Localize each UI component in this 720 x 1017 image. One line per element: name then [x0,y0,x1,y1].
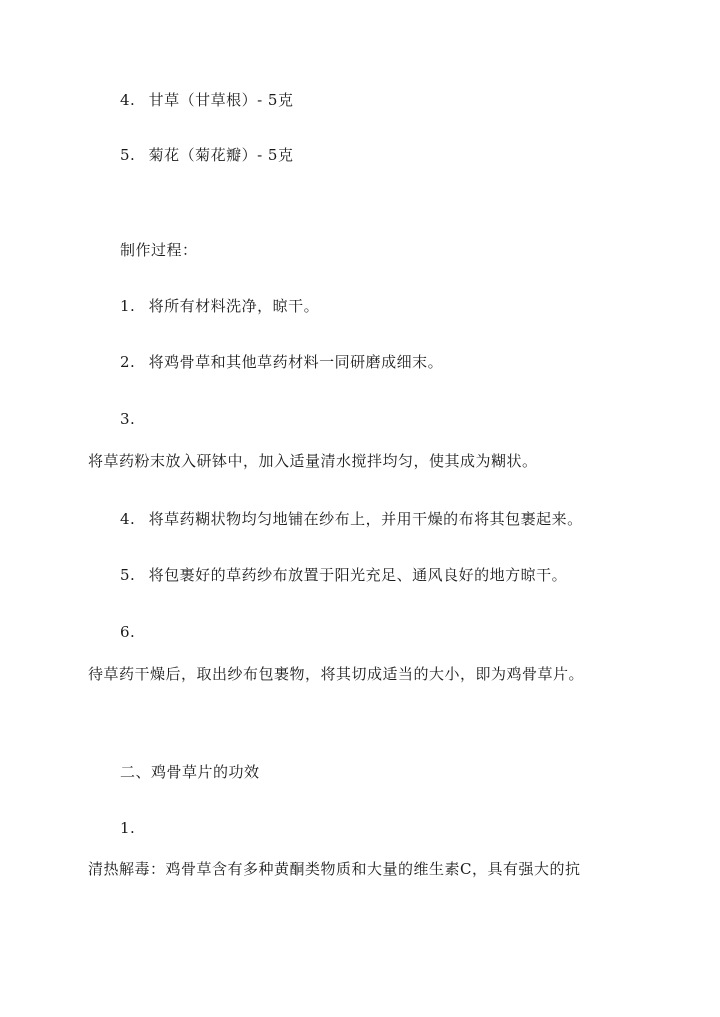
step-text: 将所有材料洗净，晾干。 [148,297,320,315]
step-number: 4. [120,510,136,528]
step-number: 6. [120,623,136,641]
list-number: 5. [120,146,136,164]
process-heading: 制作过程： [120,241,198,259]
list-text: 菊花（菊花瓣）- 5克 [148,146,294,164]
step-number: 5. [120,566,136,584]
list-number: 4. [120,91,136,109]
process-step [120,565,567,585]
effect-number: 1. [120,819,136,837]
step-text: 将包裹好的草药纱布放置于阳光充足、通风良好的地方晾干。 [148,566,568,584]
process-step [120,509,583,529]
step-number: 2. [120,353,136,371]
list-item [120,145,293,165]
step-text: 将草药粉末放入研钵中，加入适量清水搅拌均匀，使其成为糊状。 [88,452,538,470]
step-number: 3. [120,410,136,428]
step-text: 将草药糊状物均匀地铺在纱布上，并用干燥的布将其包裹起来。 [148,510,583,528]
step-text: 将鸡骨草和其他草药材料一同研磨成细末。 [148,353,444,371]
list-item [120,90,293,110]
section-heading: 二、鸡骨草片的功效 [120,763,260,781]
step-number: 1. [120,297,136,315]
effect-text: 清热解毒：鸡骨草含有多种黄酮类物质和大量的维生素C，具有强大的抗 [88,860,581,878]
list-text: 甘草（甘草根）- 5克 [148,91,294,109]
step-text: 待草药干燥后，取出纱布包裹物，将其切成适当的大小，即为鸡骨草片。 [88,665,585,683]
process-step [120,296,319,316]
process-step [120,352,443,372]
